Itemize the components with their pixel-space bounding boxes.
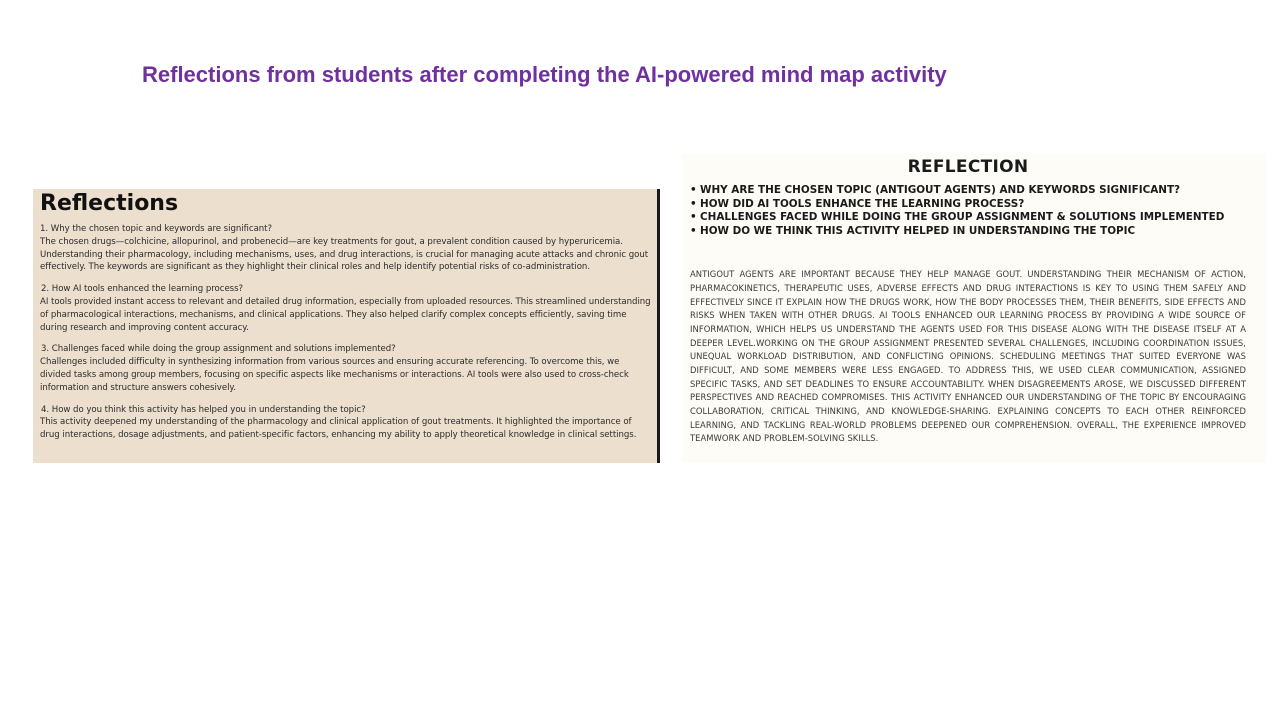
right-heading: REFLECTION (907, 157, 1029, 177)
reflection-body-text: ANTIGOUT AGENTS ARE IMPORTANT BECAUSE THEY HELP MANAGE GOUT. UNDERSTANDING THEIR MECHANISM OF ACTION, PHARMACOKINETICS, THERAPEUTIC USES, ADVERSE EFFECTS AND DRUG INTERACTIONS IS KEY TO USING THEM SAFELY AND EFFECTIVELY SINCE IT EXPLAIN HOW THE DRUGS WORK, HOW THE BODY PROCESSES THEM, THEIR BENEFITS, SIDE EFFECTS AND RISKS WHEN TAKEN WITH OTHER DRUGS. AI TOOLS ENHANCED OUR LEARNING PROCESS BY PROVIDING A WIDE SOURCE OF INFORMATION, WHICH HELPS US UNDERSTAND THE AGENTS USED FOR THIS DISEASE ALONG WITH THE DISEASE ITSELF AT A DEEPER LEVEL.WORKING ON THE GROUP ASSIGNMENT PRESENTED SEVERAL CHALLENGES, INCLUDING COORDINATION ISSUES, UNEQUAL WORKLOAD DISTRIBUTION, AND CONFLICTING OPINIONS. SCHEDULING MEETINGS THAT SUITED EVERYONE WAS DIFFICULT, AND SOME MEMBERS WERE LESS ENGAGED. TO ADDRESS THIS, WE USED CLEAR COMMUNICATION, ASSIGNED SPECIFIC TASKS, AND SET DEADLINES TO ENSURE ACCOUNTABILITY. WHEN DISAGREEMENTS AROSE, WE DISCUSSED DIFFERENT PERSPECTIVES AND REACHED COMPROMISES. THIS ACTIVITY ENHANCED OUR UNDERSTANDING OF THE TOPIC BY ENCOURAGING COLLABORATION, CRITICAL THINKING, AND KNOWLEDGE-SHARING. EXPLAINING CONCEPTS TO EACH OTHER REINFORCED LEARNING, AND TACKLING REAL-WORLD PROBLEMS DEEPENED OUR COMPREHENSION. OVERALL, THE EXPERIENCE IMPROVED TEAMWORK AND PROBLEM-SOLVING SKILLS. (690, 269, 1246, 444)
reflection-answer: AI tools provided instant access to relevant and detailed drug information, especially from uploaded resources. This streamlined understanding of pharmacological interactions, mechanisms, and clinical applications. They also helped clarify complex concepts efficiently, saving time during research and improving content accuracy. (40, 296, 651, 333)
left-heading: Reflections (40, 191, 179, 216)
reflection-answer: This activity deepened my understanding of the pharmacology and clinical application of gout treatments. It highlighted the importance of drug interactions, dosage adjustments, and patient-specific factors, enhancing my ability to apply theoretical knowledge in clinical settings. (40, 417, 637, 441)
bullet-icon: • (690, 197, 697, 210)
left-reflections-image (33, 189, 660, 463)
reflection-block (40, 283, 651, 334)
reflection-block (40, 343, 651, 394)
bullet-icon: • (690, 184, 697, 196)
bullet-icon: • (690, 211, 697, 224)
reflection-block (40, 404, 651, 442)
reflection-question: 1. Why the chosen topic and keywords are significant? (40, 224, 273, 234)
reflection-answer: The chosen drugs—colchicine, allopurinol, and probenecid—are key treatments for gout, a prevalent condition caused by hyperuricemia. Understanding their pharmacology, including mechanisms, uses, and drug interactions, is crucial for managing acute attacks and chronic gout effectively. The keywords are significant as they highlight their clinical roles and help identify potential risks of co-administration. (40, 236, 649, 273)
reflection-answer: Challenges included difficulty in synthesizing information from various sources and ensuring accurate referencing. To overcome this, we divided tasks among group members, focusing on specific aspects like mechanisms or interactions. AI tools were also used to cross-check information and structure answers cohesively. (40, 357, 629, 393)
right-reflection-image (682, 154, 1266, 463)
reflection-question: 4. How do you think this activity has helped you in understanding the topic? (41, 404, 366, 415)
question-list-item: • HOW DO WE THINK THIS ACTIVITY HELPED IN UNDERSTANDING THE TOPIC (690, 224, 1136, 237)
question-list-item: • HOW DID AI TOOLS ENHANCE THE LEARNING PROCESS? (690, 197, 1025, 210)
reflection-question: 3. Challenges faced while doing the group assignment and solutions implemented? (41, 344, 396, 355)
reflection-block (40, 223, 651, 274)
question-list-item: • WHY ARE THE CHOSEN TOPIC (ANTIGOUT AGENTS) AND KEYWORDS SIGNIFICANT? (690, 184, 1181, 196)
question-list-item: • CHALLENGES FACED WHILE DOING THE GROUP ASSIGNMENT & SOLUTIONS IMPLEMENTED (690, 211, 1225, 224)
bullet-icon: • (690, 224, 697, 237)
question-list (690, 184, 1246, 238)
reflection-question: 2. How AI tools enhanced the learning process? (41, 284, 244, 295)
slide-title: Reflections from students after completing the AI-powered mind map activity (142, 62, 947, 87)
